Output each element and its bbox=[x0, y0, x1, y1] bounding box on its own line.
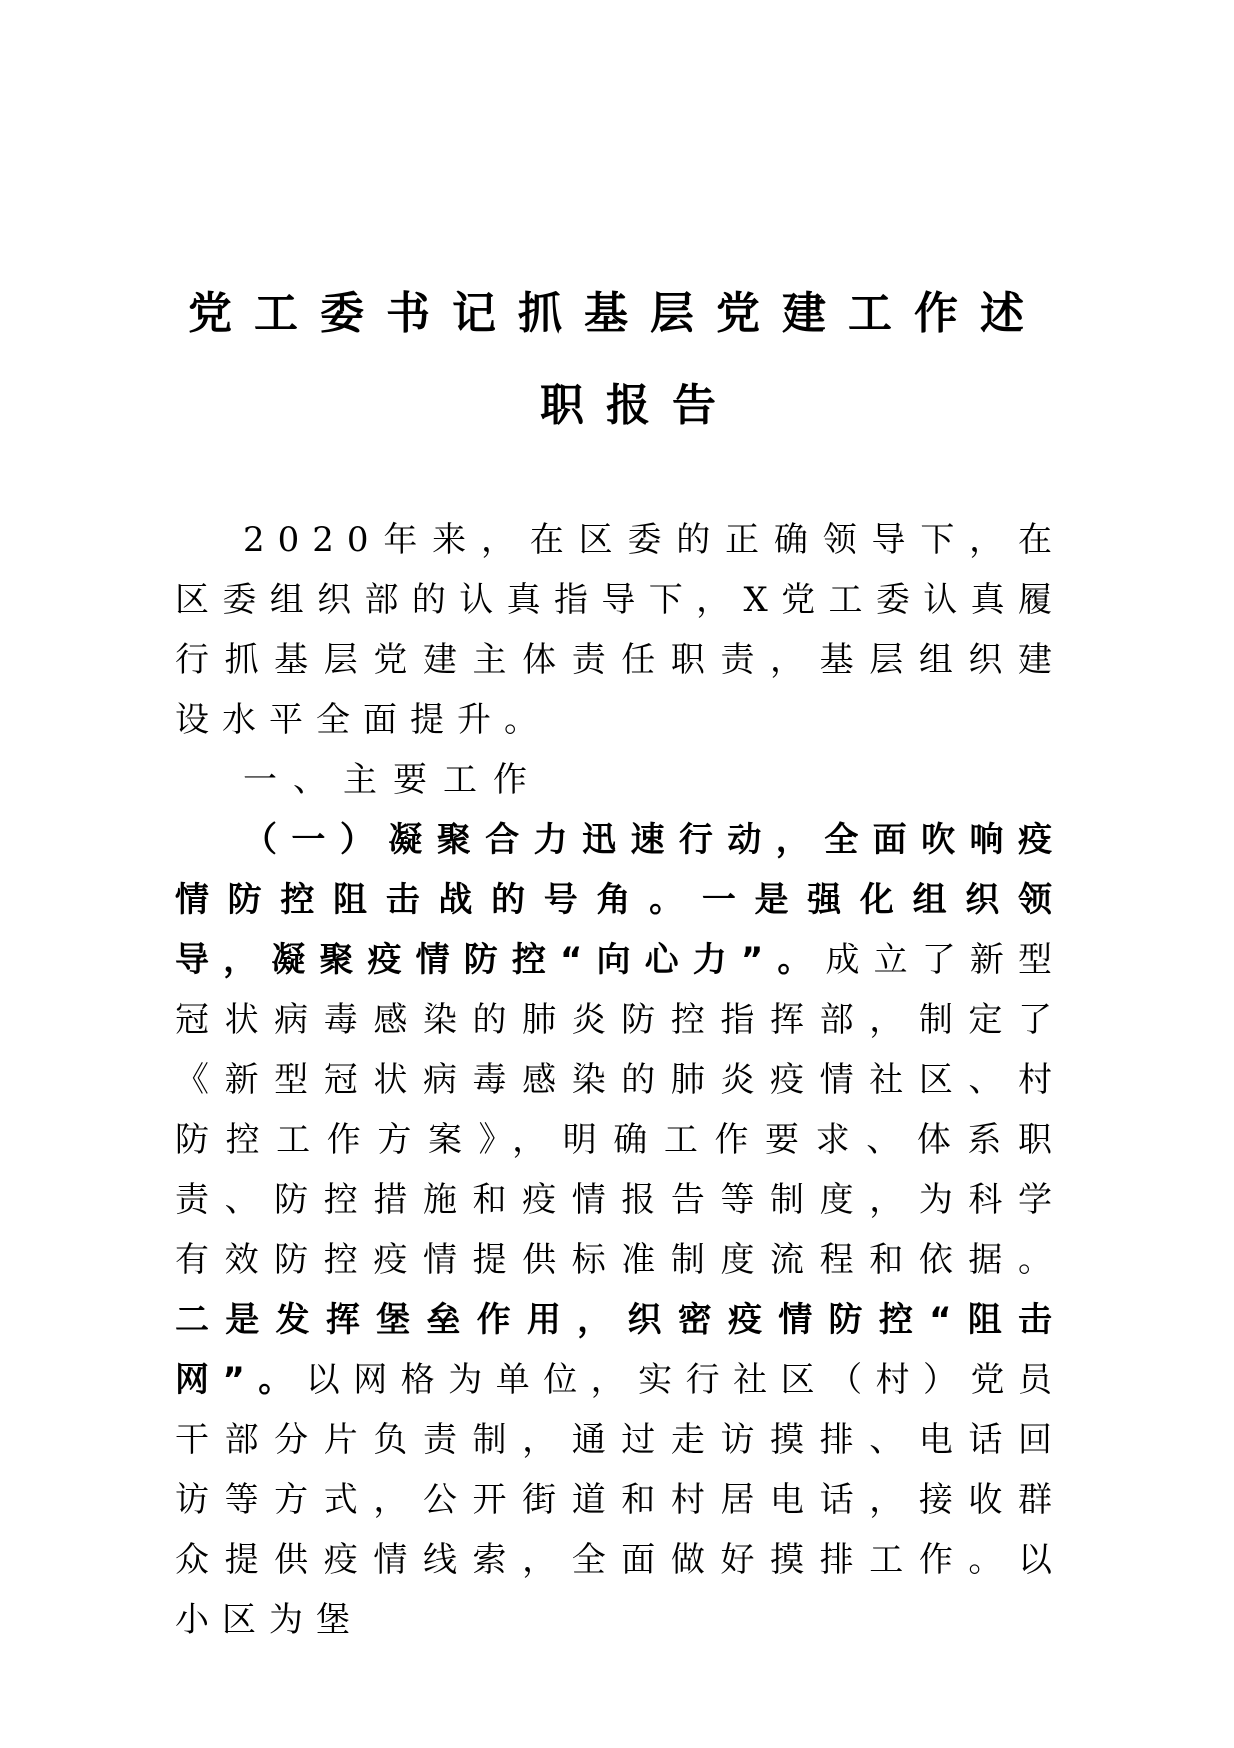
document-body bbox=[175, 510, 1065, 1650]
document-title-line-1: 党工委书记抓基层党建工作述 bbox=[188, 288, 1046, 339]
section-1-text-b: 以网格为单位，实行社区（村）党员干部分片负责制，通过走访摸排、电话回访等方式，公开街道和村居电话，接收群众提供疫情线索，全面做好摸排工作。以小区为堡 bbox=[175, 1360, 1065, 1640]
document-title-line-2: 职报告 bbox=[540, 380, 738, 431]
section-1-bold-point-2: 二是发挥堡垒作用，织密疫情防控“阻击网”。 bbox=[175, 1300, 1065, 1400]
section-1-paragraph bbox=[175, 810, 1065, 1650]
intro-paragraph: 2020年来，在区委的正确领导下，在区委组织部的认真指导下，X党工委认真履行抓基层党建主体责任职责，基层组织建设水平全面提升。 bbox=[175, 520, 1065, 740]
section-1-bold-heading: （一）凝聚合力迅速行动，全面吹响疫情防控阻击战的号角。一是强化组织领导，凝聚疫情防控“向心力”。 bbox=[175, 820, 1065, 980]
section-1-text-a: 成立了新型冠状病毒感染的肺炎防控指挥部，制定了《新型冠状病毒感染的肺炎疫情社区、村防控工作方案》，明确工作要求、体系职责、防控措施和疫情报告等制度，为科学有效防控疫情提供标准制度流程和依据。 bbox=[175, 940, 1065, 1280]
section-heading: 一、主要工作 bbox=[243, 760, 543, 800]
